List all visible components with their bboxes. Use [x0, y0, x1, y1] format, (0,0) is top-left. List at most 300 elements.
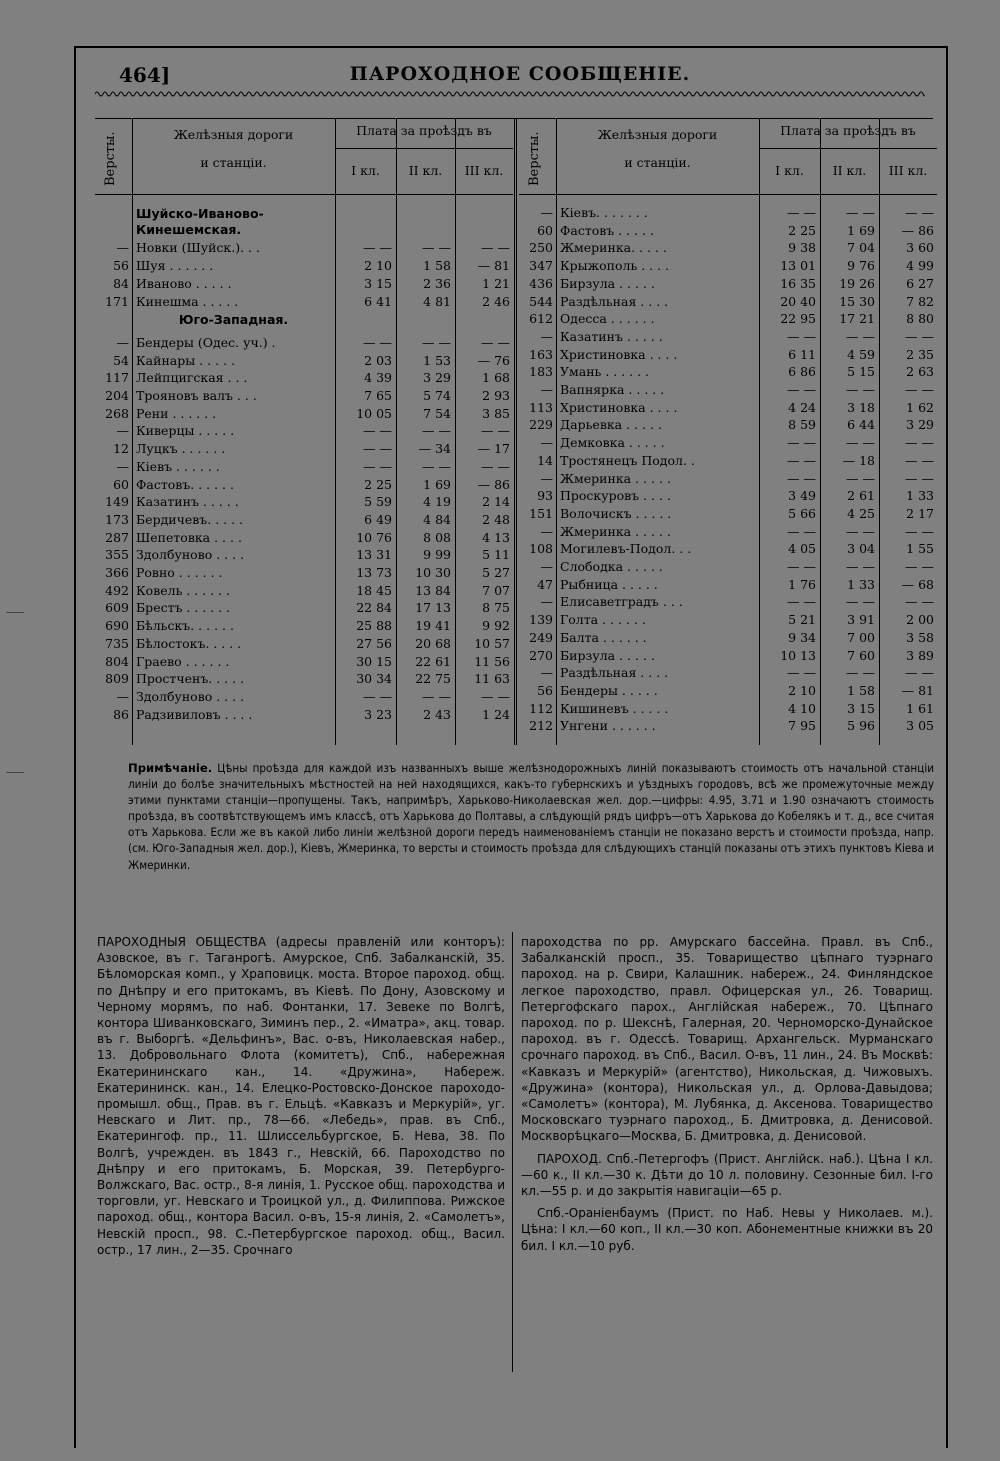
margin-mark: [6, 612, 24, 613]
fare-class3-cell: 7 07: [482, 582, 510, 598]
fare-class2-cell: — —: [846, 328, 875, 344]
fare-class2-cell: 2 61: [847, 488, 875, 504]
fare-class3-cell: — —: [905, 559, 934, 574]
table-row: [95, 670, 513, 688]
station-cell: Бендеры (Одес. уч.) .: [136, 334, 276, 350]
table-row: [519, 664, 937, 682]
fare-class2-cell: 15 30: [839, 293, 875, 309]
verst-cell: 56: [113, 258, 129, 274]
verst-cell: 249: [529, 629, 553, 645]
header-rule: [759, 148, 937, 149]
fare-class3-cell: 2 63: [906, 364, 934, 380]
fare-class1-cell: 5 59: [364, 494, 392, 510]
verst-cell: —: [116, 423, 129, 439]
fare-class2-cell: 1 69: [847, 222, 875, 238]
verst-cell: —: [116, 334, 129, 350]
table-row: [95, 599, 513, 617]
fare-class1-cell: 7 65: [364, 388, 392, 403]
station-cell: Проскуровъ . . . .: [560, 488, 671, 504]
fare-class2-cell: 22 61: [415, 653, 451, 669]
fare-class2-cell: 4 59: [847, 346, 875, 362]
fare-class1-cell: 6 11: [788, 346, 816, 362]
fare-class3-cell: 2 35: [906, 346, 934, 362]
fare-class2-cell: 3 18: [847, 399, 875, 415]
table-row: [95, 458, 513, 476]
station-cell: Балта . . . . . .: [560, 629, 647, 645]
fare-class2-cell: 5 15: [847, 364, 875, 380]
verst-cell: 112: [529, 700, 553, 716]
station-cell: Ровно . . . . . .: [136, 565, 223, 580]
table-row: [95, 422, 513, 440]
station-cell: Раздѣльная . . . .: [560, 293, 669, 309]
verst-cell: 250: [529, 240, 553, 256]
verst-cell: 436: [529, 275, 553, 291]
table-row: [519, 647, 937, 665]
fare-class1-cell: 22 95: [780, 311, 816, 327]
verst-cell: 171: [105, 293, 129, 309]
fare-class3-cell: 1 55: [906, 541, 934, 557]
fare-class3-cell: — —: [905, 470, 934, 486]
station-cell: Умань . . . . . .: [560, 364, 650, 380]
fare-class3-cell: 8 80: [906, 311, 934, 327]
fare-class3-cell: — —: [481, 458, 510, 474]
station-cell: Вапнярка . . . . .: [560, 382, 665, 397]
fare-class2-cell: 1 69: [423, 476, 451, 492]
verst-cell: 268: [105, 405, 129, 421]
fare-class1-cell: 22 84: [356, 600, 392, 616]
fare-class2-cell: — —: [846, 594, 875, 610]
table-row: [519, 434, 937, 452]
margin-mark: [6, 772, 24, 773]
station-cell: Казатинъ . . . . .: [560, 328, 663, 344]
steamship-societies-left: [97, 934, 505, 1258]
fare-class3-cell: — —: [905, 205, 934, 220]
fare-class1-cell: 2 25: [788, 222, 816, 238]
verst-cell: —: [540, 523, 553, 539]
fare-class2-cell: 4 81: [423, 293, 451, 309]
fare-class1-cell: — —: [787, 205, 816, 220]
station-cell: Ковель . . . . . .: [136, 582, 231, 598]
table-row: [519, 328, 937, 346]
fare-class2-cell: — —: [422, 458, 451, 474]
table-row: [519, 222, 937, 240]
fare-class2-cell: 19 41: [415, 618, 451, 634]
table-row: [95, 275, 513, 293]
fare-class1-cell: 5 21: [788, 612, 816, 628]
fare-class1-cell: 1 76: [788, 576, 816, 592]
fare-class2-cell: 9 99: [423, 547, 451, 563]
station-cell: Волочискъ . . . . .: [560, 505, 672, 521]
station-cell: Лейпцигская . . .: [136, 370, 248, 386]
verst-cell: 804: [105, 653, 129, 669]
station-cell: Слободка . . . . .: [560, 559, 663, 574]
fare-class2-cell: 5 74: [423, 388, 451, 403]
fare-class2-cell: 4 19: [423, 494, 451, 510]
table-row: [519, 416, 937, 434]
fare-class1-cell: 25 88: [356, 618, 392, 634]
fare-class1-cell: 3 23: [364, 706, 392, 722]
fare-class3-cell: 1 62: [906, 399, 934, 415]
fare-class2-cell: — —: [846, 665, 875, 681]
station-cell: Трояновъ валъ . . .: [136, 388, 257, 403]
fare-class2-cell: 8 08: [423, 529, 451, 545]
station-cell: Фастовъ . . . . .: [560, 222, 654, 238]
fare-class1-cell: — —: [363, 240, 392, 256]
fare-class1-cell: 6 86: [788, 364, 816, 380]
fare-class3-cell: 1 24: [482, 706, 510, 722]
fare-class1-cell: 6 41: [364, 293, 392, 309]
fare-class3-cell: — 76: [477, 352, 510, 368]
note-label: Примѣчаніе.: [128, 761, 213, 775]
verst-cell: 56: [537, 682, 553, 698]
fare-class2-cell: 17 13: [415, 600, 451, 616]
fare-class3-cell: 2 17: [906, 505, 934, 521]
fare-class2-cell: 9 76: [847, 258, 875, 274]
fare-class1-cell: 10 05: [356, 405, 392, 421]
fare-class1-cell: 10 13: [780, 647, 816, 663]
fare-class2-cell: — —: [846, 523, 875, 539]
verst-cell: 14: [537, 452, 553, 468]
verst-cell: —: [116, 458, 129, 474]
verst-cell: 47: [537, 576, 553, 592]
fare-class3-cell: 5 27: [482, 565, 510, 580]
fare-class2-cell: — 18: [842, 452, 875, 468]
station-cell: Шуя . . . . . .: [136, 258, 214, 274]
fare-class3-cell: — 86: [477, 476, 510, 492]
table-row: [519, 363, 937, 381]
verst-cell: —: [540, 382, 553, 397]
fare-class2-cell: — —: [422, 240, 451, 256]
page-header: [95, 60, 945, 90]
table-row: [95, 369, 513, 387]
table-row: [519, 576, 937, 594]
fare-class3-cell: 6 27: [906, 275, 934, 291]
verst-cell: —: [540, 559, 553, 574]
station-cell: Бѣлостокъ. . . . .: [136, 635, 242, 651]
header-rule: [519, 194, 937, 195]
verst-cell: —: [540, 435, 553, 451]
fare-class1-cell: 10 76: [356, 529, 392, 545]
table-row: [519, 310, 937, 328]
fare-class3-cell: 3 85: [482, 405, 510, 421]
fare-class2-cell: — —: [846, 382, 875, 397]
fare-class1-cell: 9 38: [788, 240, 816, 256]
fare-class1-cell: — —: [787, 665, 816, 681]
fare-class1-cell: 2 25: [364, 476, 392, 492]
verst-cell: —: [540, 205, 553, 220]
fare-class2-cell: 3 91: [847, 612, 875, 628]
verst-cell: 270: [529, 647, 553, 663]
table-row: [95, 405, 513, 423]
fare-class1-cell: 16 35: [780, 275, 816, 291]
station-cell: Кинешма . . . . .: [136, 293, 239, 309]
middle-rule: [514, 118, 515, 745]
header-class2: II кл.: [832, 163, 867, 178]
station-cell: Здолбуново . . . .: [136, 547, 245, 563]
station-cell: Бендеры . . . . .: [560, 682, 658, 698]
verst-cell: —: [116, 240, 129, 256]
fare-class3-cell: 8 75: [482, 600, 510, 616]
table-row: [95, 529, 513, 547]
header-class2: II кл.: [408, 163, 443, 178]
fare-class3-cell: 2 00: [906, 612, 934, 628]
header-class1: I кл.: [775, 163, 804, 178]
table-row: [95, 352, 513, 370]
fare-class1-cell: — —: [787, 435, 816, 451]
fare-class3-cell: 1 21: [482, 275, 510, 291]
fare-class1-cell: 30 15: [356, 653, 392, 669]
fares-table: [95, 118, 933, 745]
fare-class3-cell: — 86: [901, 222, 934, 238]
verst-cell: 347: [529, 258, 553, 274]
table-row: [519, 505, 937, 523]
fare-class3-cell: 1 61: [906, 700, 934, 716]
table-row: [519, 470, 937, 488]
station-cell: Унгени . . . . . .: [560, 718, 656, 734]
fare-class2-cell: 7 60: [847, 647, 875, 663]
verst-cell: —: [540, 594, 553, 610]
fare-class1-cell: 9 34: [788, 629, 816, 645]
table-row: [95, 635, 513, 653]
fare-class2-cell: 1 58: [423, 258, 451, 274]
table-row: [519, 239, 937, 257]
fare-class2-cell: 1 33: [847, 576, 875, 592]
header-roads: Желѣзныя дороги: [173, 127, 294, 142]
station-cell: Фастовъ. . . . . .: [136, 476, 234, 492]
fare-class2-cell: 3 04: [847, 541, 875, 557]
fare-class3-cell: 5 11: [482, 547, 510, 563]
fare-class2-cell: 7 04: [847, 240, 875, 256]
table-row: [519, 487, 937, 505]
station-cell: Раздѣльная . . . .: [560, 665, 669, 681]
fare-class3-cell: — 81: [901, 682, 934, 698]
page-title: ПАРОХОДНОЕ СООБЩЕНІЕ.: [349, 63, 691, 85]
station-cell: Одесса . . . . . .: [560, 311, 655, 327]
verst-cell: 609: [105, 600, 129, 616]
fare-class3-cell: — —: [905, 665, 934, 681]
fare-class2-cell: — —: [422, 423, 451, 439]
fare-class2-cell: 20 68: [415, 635, 451, 651]
fare-class1-cell: — —: [363, 423, 392, 439]
header-class1: I кл.: [351, 163, 380, 178]
verst-cell: 355: [105, 547, 129, 563]
fare-class2-cell: 7 54: [423, 405, 451, 421]
fare-class2-cell: — —: [422, 334, 451, 350]
table-row: [519, 611, 937, 629]
header-stations: и станціи.: [200, 155, 267, 170]
table-row: [95, 476, 513, 494]
verst-cell: 113: [529, 399, 553, 415]
verst-cell: 183: [529, 364, 553, 380]
fare-class2-cell: — —: [846, 470, 875, 486]
station-cell: Граево . . . . . .: [136, 653, 230, 669]
fare-class3-cell: 1 33: [906, 488, 934, 504]
middle-rule: [516, 118, 517, 745]
header-stations: и станціи.: [624, 155, 691, 170]
table-row: [95, 653, 513, 671]
societies-right-text: пароходства по рр. Амурскаго бассейна. Правл. въ Спб., Забалканскій просп., 35. Товарищество цѣпнаго туэрнаго пароход. на р. Свири, Калашник. набереж., 24. Финляндское легкое пароходство, правл. Офицерская ул., 26. Товарищ. Петергофскаго парох., Англійская набереж., 70. Цѣпнаго пароход. по р. Шекснѣ, Галерная, 20. Черноморско-Дунайское пароход. въ г. Одессѣ. Товарищ. Архангельск. Мурманскаго срочнаго пароход. въ Спб., Васил. О-въ, 11 лин., 24. Въ Москвѣ: «Кавказъ и Меркурій» (агентство), Никольская, д. Чижовыхъ. «Дружина» (контора), Никольская ул., д. Орлова-Давыдова; «Самолетъ» (контора), М. Лубянка, д. Аксенова. Товарищество Московскаго туэрнаго пароход., Б. Дмитровка, д. Денисовой. Москворѣцкаго—Москва, Б. Дмитровка, д. Денисовой.: [521, 935, 933, 1144]
fare-class1-cell: 13 01: [780, 258, 816, 274]
fare-class1-cell: — —: [787, 452, 816, 468]
table-row: [519, 523, 937, 541]
fare-class3-cell: 3 29: [906, 417, 934, 433]
verst-cell: 60: [113, 476, 129, 492]
header-roads: Желѣзныя дороги: [597, 127, 718, 142]
fare-class1-cell: 2 10: [364, 258, 392, 274]
verst-cell: 204: [105, 388, 129, 403]
table-row: [519, 381, 937, 399]
verst-cell: 690: [105, 618, 129, 634]
fare-class2-cell: 2 36: [423, 275, 451, 291]
fare-class1-cell: — —: [787, 382, 816, 397]
fare-class3-cell: 10 57: [474, 635, 510, 651]
fare-class1-cell: — —: [363, 334, 392, 350]
fare-class3-cell: — —: [481, 423, 510, 439]
verst-cell: 173: [105, 511, 129, 527]
column-separator: [512, 932, 513, 1372]
fare-class3-cell: 3 58: [906, 629, 934, 645]
fare-class3-cell: — —: [905, 435, 934, 451]
station-cell: Могилевъ-Подол. . .: [560, 541, 692, 557]
fare-class1-cell: — —: [363, 458, 392, 474]
oranienbaum-steamer-text: Спб.-Ораніенбаумъ (Прист. по Наб. Невы у Николаев. м.). Цѣна: I кл.—60 коп., II кл.—30 коп. Абонементные книжки въ 20 бил. I кл.—10 руб.: [521, 1206, 933, 1253]
ornament-wave-divider: [95, 89, 925, 99]
fare-class3-cell: 1 68: [482, 370, 510, 386]
table-row: [519, 540, 937, 558]
fare-class2-cell: — —: [846, 435, 875, 451]
fare-class2-cell: 1 53: [423, 352, 451, 368]
table-top-rule: [95, 118, 933, 119]
station-cell: Кіевъ . . . . . .: [136, 458, 220, 474]
verst-cell: —: [540, 665, 553, 681]
fare-class1-cell: 4 10: [788, 700, 816, 716]
station-cell: Здолбуново . . . .: [136, 688, 245, 704]
fare-class3-cell: 11 63: [474, 671, 510, 687]
station-cell: Бѣльскъ. . . . . .: [136, 618, 234, 634]
station-cell: Голта . . . . . .: [560, 612, 646, 628]
fare-class3-cell: 3 89: [906, 647, 934, 663]
table-row: [519, 293, 937, 311]
fare-class2-cell: 7 00: [847, 629, 875, 645]
fare-class1-cell: 20 40: [780, 293, 816, 309]
station-cell: Иваново . . . . .: [136, 275, 232, 291]
table-row: [95, 440, 513, 458]
fare-class2-cell: 6 44: [847, 417, 875, 433]
table-row: [519, 629, 937, 647]
fare-class3-cell: 4 99: [906, 258, 934, 274]
fare-class3-cell: 2 46: [482, 293, 510, 309]
station-cell: Дарьевка . . . . .: [560, 417, 662, 433]
verst-cell: 151: [529, 505, 553, 521]
verst-cell: 163: [529, 346, 553, 362]
fare-class3-cell: — —: [481, 240, 510, 256]
station-cell: Жмеринка . . . . .: [560, 470, 671, 486]
fare-class3-cell: — —: [905, 382, 934, 397]
fare-class3-cell: 2 14: [482, 494, 510, 510]
station-cell: Рени . . . . . .: [136, 405, 217, 421]
section-heading: Юго-Западная.: [178, 312, 289, 328]
station-cell: Бердичевъ. . . . .: [136, 511, 244, 527]
fare-class2-cell: — —: [846, 559, 875, 574]
fare-class1-cell: 5 66: [788, 505, 816, 521]
fare-class2-cell: 10 30: [415, 565, 451, 580]
table-row: [95, 239, 513, 257]
fare-class2-cell: 3 15: [847, 700, 875, 716]
fare-class1-cell: — —: [787, 523, 816, 539]
table-row: [519, 399, 937, 417]
fare-class3-cell: — —: [905, 523, 934, 539]
table-row: [95, 493, 513, 511]
fare-class3-cell: — —: [905, 328, 934, 344]
verst-cell: 139: [529, 612, 553, 628]
verst-cell: 287: [105, 529, 129, 545]
fare-class3-cell: 2 48: [482, 511, 510, 527]
header-class3: III кл.: [888, 163, 928, 178]
table-row: [95, 511, 513, 529]
station-cell: Новки (Шуйск.). . .: [136, 240, 260, 256]
fare-class3-cell: 7 82: [906, 293, 934, 309]
fare-class3-cell: 9 92: [482, 618, 510, 634]
fare-class3-cell: — —: [905, 452, 934, 468]
fare-class1-cell: — —: [787, 559, 816, 574]
fare-class1-cell: — —: [787, 594, 816, 610]
station-cell: Демковка . . . . .: [560, 435, 665, 451]
verst-cell: 544: [529, 293, 553, 309]
fare-class2-cell: 2 43: [423, 706, 451, 722]
verst-cell: 212: [529, 718, 553, 734]
verst-cell: —: [540, 328, 553, 344]
verst-cell: 735: [105, 635, 129, 651]
station-cell: Кишиневъ . . . . .: [560, 700, 669, 716]
section-heading: Шуйско-Ивановo-Кинешемская.: [136, 206, 264, 237]
verst-cell: 54: [113, 352, 129, 368]
fare-class1-cell: 13 31: [356, 547, 392, 563]
table-row: [519, 346, 937, 364]
fare-class1-cell: — —: [363, 688, 392, 704]
steamship-societies-right: [521, 934, 933, 1254]
fare-class1-cell: 4 24: [788, 399, 816, 415]
station-cell: Бирзула . . . . .: [560, 647, 655, 663]
fare-class3-cell: — —: [481, 334, 510, 350]
fare-class2-cell: 19 26: [839, 275, 875, 291]
table-row: [95, 334, 513, 352]
societies-left-text: ПАРОХОДНЫЯ ОБЩЕСТВА (адресы правленій или конторъ): Азовское, въ г. Таганрогѣ. Амурское, Спб. Забалканскій, 35. Бѣломорская комп., у Храповицк. моста. Второе пароход. общ. по Днѣпру и его притокамъ, въ Кіевѣ. По Дону, Азовскому и Черному морямъ, по наб. Фонтанки, 17. Зевеке по Волгѣ, контора Шиванковскаго, Зиминъ пер., 2. «Иматра», акц. товар. въ г. Выборгѣ. «Дельфинъ», Вас. о-въ, Николаевская набер., 13. Добровольнаго Флота (комитетъ), Спб., набережная Екатерининскаго кан., 14. «Дружина», Набереж. Екатерининск. кан., 14. Елецко-Ростовско-Донское пароходо-промышл. общ., Прав. въ г. Ельцѣ. «Кавказъ и Меркурій», уг. Невскаго и Лит. пр., 78—66. «Лебедь», прав. въ Спб., Екатерингоф. пр., 11. Шлиссельбургское, Б. Нева, 38. По Волгѣ, учрежден. въ 1843 г., Невскій, 66. Пароходство по Днѣпру и его притокамъ, Б. Морская, 39. Петербурго-Волжскаго, Вас. остр., 8-я линія, 1. Русское общ. пароходства и торговли, уг. Невскаго и Троицкой ул., д. Филиппова. Рижское пароход. общ., контора Васил. о-въ, 15-я линія, 2. «Самолетъ», Невскій просп., 98. С.-Петербургское пароход. общ., Васил. остр., 17 лин., 2—35. Срочнаго: [97, 935, 505, 1257]
table-row: [95, 706, 513, 724]
fare-class1-cell: 4 39: [364, 370, 392, 386]
table-row: [95, 387, 513, 405]
verst-cell: 84: [113, 275, 129, 291]
fare-class3-cell: — 81: [477, 258, 510, 274]
fare-class1-cell: 30 34: [356, 671, 392, 687]
fare-class2-cell: 1 58: [847, 682, 875, 698]
table-row: [95, 564, 513, 582]
table-row: [95, 688, 513, 706]
table-row: [95, 257, 513, 275]
table-row: [519, 204, 937, 222]
verst-cell: 12: [113, 441, 129, 457]
station-cell: Христиновка . . . .: [560, 346, 678, 362]
header-versty: Версты.: [527, 131, 542, 186]
header-fare: Плата за проѣздъ въ: [356, 123, 492, 138]
station-cell: Казатинъ . . . . .: [136, 494, 239, 510]
header-rule: [335, 148, 513, 149]
fare-class1-cell: 18 45: [356, 582, 392, 598]
fare-class2-cell: 22 75: [415, 671, 451, 687]
verst-cell: 149: [105, 494, 129, 510]
verst-cell: 60: [537, 222, 553, 238]
header-fare: Плата за проѣздъ въ: [780, 123, 916, 138]
station-cell: Кіевъ. . . . . . .: [560, 205, 648, 220]
